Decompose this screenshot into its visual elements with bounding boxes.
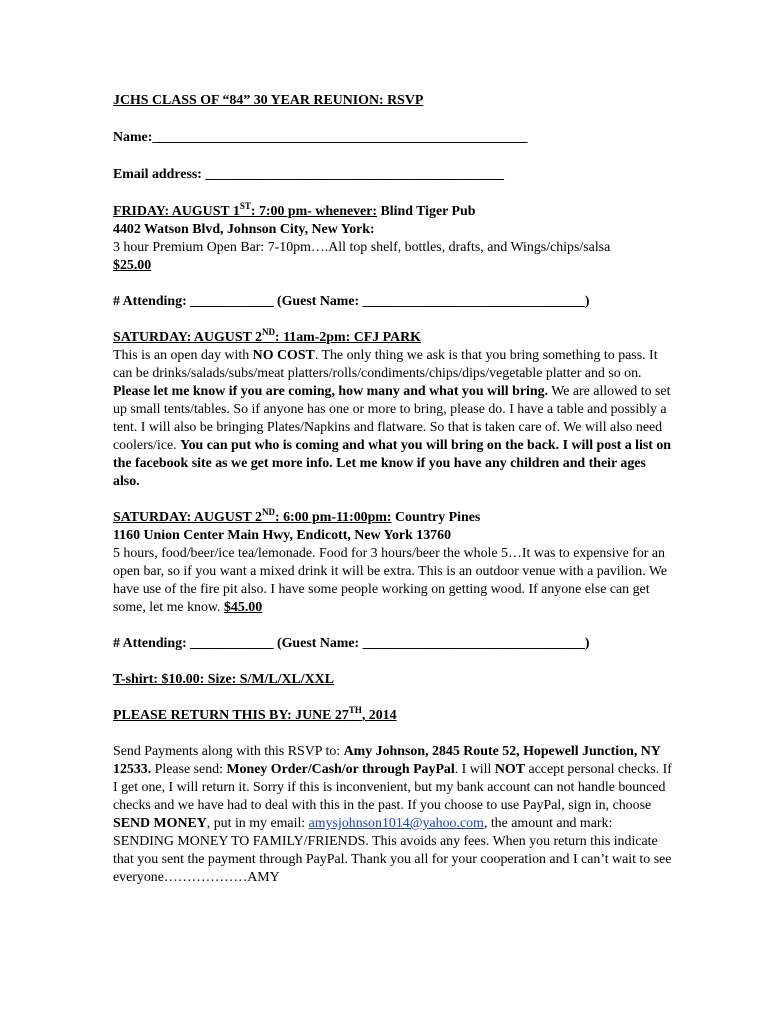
- saturday-day-section: [113, 329, 673, 491]
- saturday-day-body: [113, 347, 673, 491]
- tshirt-line: T-shirt: $10.00: Size: S/M/L/XL/XXL: [113, 672, 334, 687]
- payment-address: Amy Johnson, 2845 Route 52, Hopewell Junction, NY 12533.: [113, 744, 661, 777]
- return-deadline-year: , 2014: [361, 708, 397, 723]
- saturday-day-text-1: This is an open day with: [113, 348, 253, 363]
- friday-heading: [113, 203, 673, 221]
- saturday-night-heading-date: SATURDAY: AUGUST 2: [113, 510, 262, 525]
- name-field-line: Name:______________________________________________________: [113, 130, 528, 145]
- saturday-day-text-2: . The only thing we ask is that you bring something to pass. It can be drinks/salads/subs/meat platters/rolls/condiments/chips/dips/vegetable platter and so on.: [113, 348, 658, 381]
- payment-text-6: , the amount and mark: SENDING MONEY TO FAMILY/FRIENDS. This avoids any fees. When you return this indicate that you sent the payment through PayPal. Thank you all for your cooperation and I can’t wait to see everyone………………AMY: [113, 816, 672, 885]
- payment-text-2: Please send:: [151, 762, 227, 777]
- payment-text-3: . I will: [454, 762, 495, 777]
- saturday-day-bold-note: You can put who is coming and what you will bring on the back. I will post a list on the facebook site as we get more info. Let me know if you have any children and their ages also.: [113, 438, 672, 489]
- saturday-day-heading-sup: ND: [261, 327, 275, 337]
- rsvp-document: [113, 92, 673, 887]
- attending-line-saturday: # Attending: ____________ (Guest Name: ________________________________): [113, 636, 590, 651]
- payment-text-5: , put in my email:: [206, 816, 309, 831]
- email-link[interactable]: amysjohnson1014@yahoo.com: [308, 816, 484, 831]
- return-deadline-date: PLEASE RETURN THIS BY: JUNE 27: [113, 708, 349, 723]
- friday-price: $25.00: [113, 258, 152, 273]
- no-cost-text: NO COST: [252, 348, 315, 363]
- saturday-night-body: [113, 545, 673, 617]
- saturday-day-bold-request: Please let me know if you are coming, how many and what you will bring.: [113, 384, 548, 399]
- payment-instructions: [113, 743, 673, 887]
- saturday-night-details: 5 hours, food/beer/ice tea/lemonade. Food for 3 hours/beer the whole 5…It was to expensive for an open bar, so if you want a mixed drink it will be extra. This is an outdoor venue with a pavilion. We have use of the fire pit also. I have some people working on getting wood. If anyone else can get some, let me know.: [113, 546, 668, 615]
- saturday-night-section: [113, 509, 673, 617]
- saturday-night-heading-sup: ND: [261, 507, 275, 517]
- payment-not: NOT: [494, 762, 525, 777]
- friday-heading-sup: ST: [239, 201, 251, 211]
- saturday-day-text-3: We are allowed to set up small tents/tables. So if anyone has one or more to bring, please do. I have a table and possibly a tent. I will also be bringing Plates/Napkins and flatware. So that is taken care of. We will also need coolers/ice.: [113, 384, 671, 453]
- friday-details: 3 hour Premium Open Bar: 7-10pm….All top shelf, bottles, drafts, and Wings/chips/salsa: [113, 240, 611, 255]
- return-deadline: [113, 707, 673, 725]
- payment-text-4: accept personal checks. If I get one, I will return it. Sorry if this is inconvenient, but my bank account can not handle bounced checks and we have had to deal with this in the past. If you choose to use PayPal, sign in, choose: [113, 762, 672, 813]
- payment-text-1: Send Payments along with this RSVP to:: [113, 744, 344, 759]
- send-money-text: SEND MONEY: [113, 816, 207, 831]
- return-deadline-sup: TH: [348, 705, 362, 715]
- friday-address: 4402 Watson Blvd, Johnson City, New York:: [113, 222, 375, 237]
- friday-venue: Blind Tiger Pub: [377, 204, 476, 219]
- saturday-night-price: $45.00: [223, 600, 263, 615]
- saturday-day-heading: [113, 329, 673, 347]
- email-field-line: Email address: ___________________________________________: [113, 167, 505, 182]
- friday-section: [113, 203, 673, 275]
- saturday-night-venue: Country Pines: [391, 510, 481, 525]
- saturday-night-heading-time: : 6:00 pm-11:00pm:: [274, 510, 392, 525]
- saturday-night-heading: [113, 509, 673, 527]
- friday-heading-date: FRIDAY: AUGUST 1: [113, 204, 240, 219]
- document-title: JCHS CLASS OF “84” 30 YEAR REUNION: RSVP: [113, 93, 424, 108]
- payment-methods: Money Order/Cash/or through PayPal: [226, 762, 455, 777]
- saturday-day-heading-time: : 11am-2pm: CFJ PARK: [274, 330, 421, 345]
- saturday-day-heading-date: SATURDAY: AUGUST 2: [113, 330, 262, 345]
- attending-line-friday: # Attending: ____________ (Guest Name: ________________________________): [113, 294, 590, 309]
- friday-heading-time: : 7:00 pm- whenever:: [250, 204, 378, 219]
- saturday-night-address: 1160 Union Center Main Hwy, Endicott, New York 13760: [113, 528, 452, 543]
